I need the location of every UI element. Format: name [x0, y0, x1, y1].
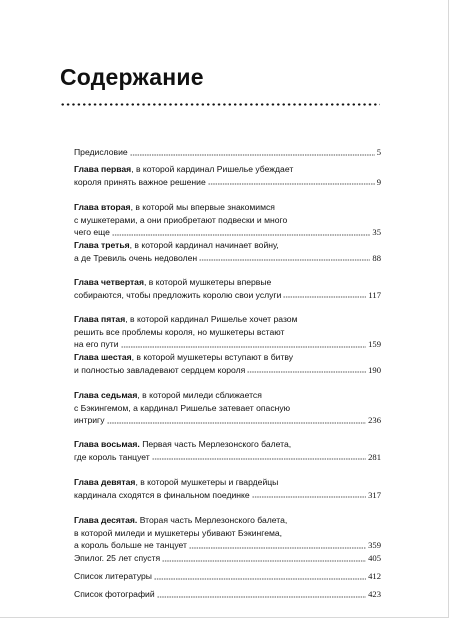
page-number: 423: [368, 589, 381, 599]
page-number: 5: [376, 147, 381, 157]
chapter-description: где король танцует: [74, 451, 150, 462]
toc-entry-line: [74, 451, 381, 464]
toc-entry-line: [74, 163, 381, 176]
dot-leader: [157, 596, 366, 598]
toc-entry-line: [74, 326, 381, 339]
chapter-description: с мушкетерами, а они приобретают подвески и много: [74, 214, 288, 225]
chapter-description: и полностью завладевают сердцем короля: [74, 364, 246, 375]
dot-leader: [154, 578, 366, 580]
page-number: 9: [376, 176, 381, 187]
chapter-name: Глава пятая: [74, 314, 126, 324]
toc-entry[interactable]: [74, 239, 381, 264]
toc-entry-text: [74, 389, 262, 402]
chapter-description: Список литературы: [74, 571, 152, 581]
toc-entry[interactable]: [74, 146, 381, 159]
chapter-description: интригу: [74, 415, 105, 426]
chapter-name: Глава восьмая.: [74, 439, 140, 449]
toc-entry-line: [74, 552, 381, 565]
toc-entry-text: [74, 588, 155, 601]
toc-entry-text: [74, 146, 128, 159]
toc-entry-line: [74, 539, 381, 552]
chapter-description: , в которой миледи сближается: [137, 390, 262, 400]
toc-entry[interactable]: [74, 351, 381, 376]
dot-leader: [152, 458, 366, 460]
chapter-description: кардинала сходятся в финальном поединке: [74, 489, 250, 500]
toc-entry-line: [74, 338, 381, 351]
toc-entry-text: [74, 539, 187, 552]
toc-entry-line: [74, 364, 381, 377]
page-number: 117: [368, 289, 381, 300]
toc-entry-text: [74, 201, 275, 214]
toc-entry-text: [74, 552, 160, 565]
toc-entry[interactable]: [74, 276, 381, 301]
toc-entry-line: [74, 438, 381, 451]
toc-entry-line: [74, 289, 381, 302]
chapter-description: на его пути: [74, 339, 119, 350]
chapter-description: а де Тревиль очень недоволен: [74, 252, 198, 263]
page-number: 190: [368, 364, 381, 375]
chapter-description: , в которой кардинал Ришелье хочет разом: [125, 314, 298, 324]
toc-entry-text: [74, 214, 287, 227]
page-number: 412: [368, 571, 381, 581]
toc-entry-text: [74, 438, 291, 451]
toc-entry-line: [74, 214, 381, 227]
toc-entry-line: [74, 313, 381, 326]
chapter-description: , в которой мы впервые знакомимся: [130, 202, 275, 212]
chapter-name: Глава девятая: [74, 477, 136, 487]
toc-entry-text: [74, 489, 250, 502]
toc-entry-text: [74, 527, 282, 540]
toc-entry[interactable]: [74, 514, 381, 552]
chapter-name: Глава вторая: [74, 202, 131, 212]
toc-entry-text: [74, 313, 298, 326]
chapter-description: Предисловие: [74, 147, 128, 157]
page-number: 88: [372, 252, 381, 263]
chapter-name: Глава десятая.: [74, 515, 138, 525]
chapter-description: Список фотографий: [74, 589, 155, 599]
chapter-description: , в которой мушкетеры вступают в битву: [131, 352, 294, 362]
dot-leader: [189, 547, 366, 549]
chapter-description: короля принять важное решение: [74, 176, 206, 187]
toc-entry-text: [74, 514, 287, 527]
chapter-description: с Бэкингемом, а кардинал Ришелье затевает опасную: [74, 402, 291, 413]
toc-entry-text: [74, 239, 279, 252]
toc-entry-line: [74, 414, 381, 427]
chapter-name: Глава шестая: [74, 352, 132, 362]
toc-entry-text: [74, 414, 105, 427]
chapter-name: Глава седьмая: [74, 390, 138, 400]
toc-entry-line: [74, 402, 381, 415]
toc-entry-line: [74, 514, 381, 527]
chapter-description: , в которой кардинал Ришелье убеждает: [131, 164, 294, 174]
toc-entry[interactable]: [74, 163, 381, 188]
page-number: 35: [372, 227, 381, 238]
dot-leader: [107, 422, 367, 424]
toc-entry-line: [74, 176, 381, 189]
toc-entry-text: [74, 289, 281, 302]
toc-entry-line: [74, 239, 381, 252]
page-number: 236: [368, 415, 381, 426]
page-number: 405: [368, 553, 381, 563]
chapter-description: Вторая часть Мерлезонского балета,: [137, 515, 288, 525]
toc-entry-line: [74, 252, 381, 265]
toc-entry-text: [74, 351, 293, 364]
dotted-title-rule: [60, 103, 380, 106]
chapter-description: , в которой мушкетеры и гвардейцы: [135, 477, 279, 487]
page-number: 359: [368, 540, 381, 551]
dot-leader: [208, 183, 375, 185]
toc-entry-text: [74, 451, 150, 464]
toc-entry[interactable]: [74, 389, 381, 427]
toc-entry-line: [74, 146, 381, 159]
dot-leader: [162, 560, 366, 562]
chapter-name: Глава первая: [74, 164, 132, 174]
toc-entry[interactable]: [74, 438, 381, 463]
page-number: 281: [368, 451, 381, 462]
toc-entry-line: [74, 226, 381, 239]
chapter-description: решить все проблемы короля, но мушкетеры встают: [74, 326, 285, 337]
chapter-description: в которой миледи и мушкетеры убивают Бэкингема,: [74, 527, 283, 538]
toc-entry-text: [74, 402, 290, 415]
toc-entry-line: [74, 476, 381, 489]
chapter-description: Эпилог. 25 лет спустя: [74, 553, 161, 563]
toc-entry-text: [74, 338, 119, 351]
chapter-description: а король больше не танцует: [74, 540, 187, 551]
toc-entry-line: [74, 527, 381, 540]
toc-entry-line: [74, 351, 381, 364]
dot-leader: [283, 296, 366, 298]
toc-entry-line: [74, 389, 381, 402]
dot-leader: [199, 259, 370, 261]
toc-entry-text: [74, 176, 206, 189]
dot-leader: [252, 496, 366, 498]
toc-entry[interactable]: [74, 313, 381, 351]
toc-entry-line: [74, 570, 381, 583]
toc-entry-line: [74, 588, 381, 601]
toc-entry-text: [74, 163, 293, 176]
chapter-description: , в которой кардинал начинает войну,: [129, 240, 279, 250]
toc-entry-text: [74, 226, 110, 239]
toc-entry[interactable]: [74, 570, 381, 583]
toc-entry[interactable]: [74, 552, 381, 565]
chapter-name: Глава четвертая: [74, 277, 144, 287]
chapter-description: , в которой мушкетеры впервые: [143, 277, 272, 287]
toc-entry[interactable]: [74, 476, 381, 501]
chapter-description: собираются, чтобы предложить королю свои услуги: [74, 289, 282, 300]
dot-leader: [112, 234, 371, 236]
toc-entry-text: [74, 364, 245, 377]
toc-entry-text: [74, 252, 197, 265]
toc-entry-line: [74, 201, 381, 214]
toc-entry-text: [74, 570, 152, 583]
toc-entry-text: [74, 476, 278, 489]
dot-leader: [121, 346, 367, 348]
page-number: 317: [368, 489, 381, 500]
toc-entry[interactable]: [74, 588, 381, 601]
toc-entry-line: [74, 489, 381, 502]
toc-entry-line: [74, 276, 381, 289]
chapter-name: Глава третья: [74, 240, 130, 250]
toc-entry-text: [74, 276, 271, 289]
toc-entry-text: [74, 326, 284, 339]
dot-leader: [247, 371, 366, 373]
dot-leader: [130, 154, 375, 156]
chapter-description: чего еще: [74, 227, 110, 238]
page-number: 159: [368, 339, 381, 350]
chapter-description: Первая часть Мерлезонского балета,: [139, 439, 292, 449]
toc-entry[interactable]: [74, 201, 381, 239]
page-title: Содержание: [60, 64, 204, 90]
